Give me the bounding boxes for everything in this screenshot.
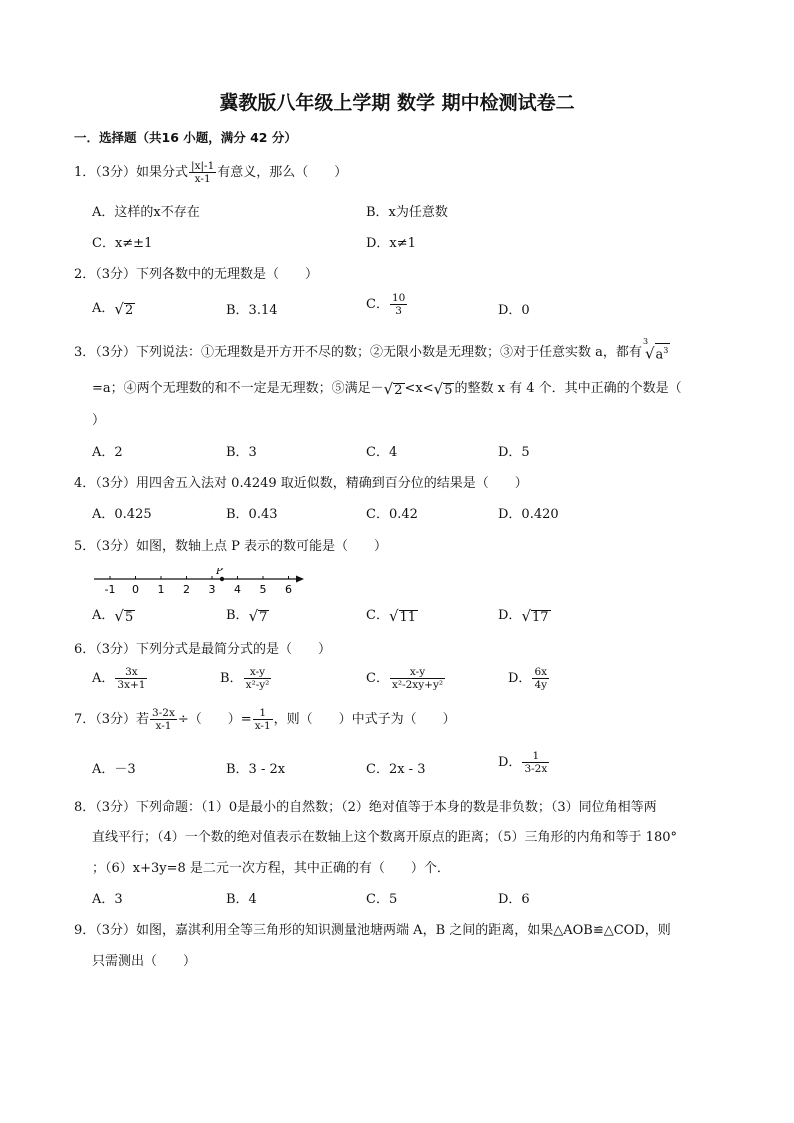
question-1 — [74, 160, 347, 185]
q2-option-a: A．√2 — [92, 299, 134, 318]
axis-tick-label: 4 — [234, 583, 241, 596]
point-p — [220, 577, 224, 581]
section-heading: 一．选择题（共16 小题，满分 42 分） — [74, 130, 297, 145]
question-3-line-2: =a；④两个无理数的和不一定是无理数；⑤满足－√2 <x<√5 的整数 x 有 4 个．其中正确的个数是（ — [92, 379, 682, 398]
q1-fraction: $\frac{|x|-1}{x-1}$ — [191, 160, 215, 185]
question-7: 7．（3分）若 $\frac{3-2x}{x-1}$ ÷（ ）= $\frac{1}{x-1}$ ，则（ ）中式子为（ ） — [74, 707, 456, 732]
page-title: 冀教版八年级上学期 数学 期中检测试卷二 — [219, 92, 575, 114]
q1-stem-end: 有意义，那么（ ） — [217, 165, 348, 180]
question-3-line-3: ） — [92, 413, 106, 428]
q3-option-b: B．3 — [226, 445, 257, 460]
question-8-line-2: 直线平行；（4）一个数的绝对值表示在数轴上这个数离开原点的距离；（5）三角形的内角和等于 180° — [92, 830, 677, 845]
q3-option-d: D．5 — [498, 445, 530, 460]
q1-option-c: C．x≠±1 — [92, 236, 153, 251]
q5-option-c: C．√11 — [366, 606, 417, 625]
q8-option-b: B．4 — [226, 892, 257, 907]
number-line-figure — [92, 568, 312, 598]
question-5: 5．（3分）如图，数轴上点 P 表示的数可能是（ ） — [74, 539, 388, 554]
arrow-right-icon — [296, 576, 304, 583]
question-9-line-2: 只需测出（ ） — [92, 954, 197, 969]
q6-option-a: A． $\frac{3x}{3x+1}$ — [92, 666, 146, 691]
q7-option-b: B．3 - 2x — [226, 762, 286, 777]
q1-option-a: A．这样的x不存在 — [92, 205, 200, 220]
q4-option-a: A．0.425 — [92, 507, 152, 522]
question-3-line-1: 3．（3分）下列说法：①无理数是开方开不尽的数；②无限小数是无理数；③对于任意实数 a，都有 3 $√a^3$ — [74, 336, 669, 363]
q2-option-c: C． $\frac{10}{3}$ — [366, 292, 406, 317]
axis-tick-label: 5 — [259, 583, 267, 596]
q6-option-c: C． $\frac{x-y}{\text{x²-2xy+y²}}$ — [366, 666, 444, 691]
q1-stem: 1．（3分）如果分式 — [74, 165, 189, 180]
question-2: 2．（3分）下列各数中的无理数是（ ） — [74, 267, 319, 282]
q7-option-d: D． $\frac{1}{3-2x}$ — [498, 750, 548, 775]
q8-option-a: A．3 — [92, 892, 123, 907]
q4-option-b: B．0.43 — [226, 507, 278, 522]
q5-option-a: A．√5 — [92, 606, 134, 625]
q1-option-d: D．x≠1 — [366, 236, 416, 251]
q4-option-d: D．0.420 — [498, 507, 559, 522]
question-4: 4．（3分）用四舍五入法对 0.4249 取近似数，精确到百分位的结果是（ ） — [74, 476, 528, 491]
axis-tick-label: 2 — [183, 583, 190, 596]
q7-option-c: C．2x - 3 — [366, 762, 426, 777]
q5-option-d: D．√17 — [498, 606, 549, 625]
question-9-line-1: 9．（3分）如图，嘉淇利用全等三角形的知识测量池塘两端 A，B 之间的距离，如果△AOB≌△COD，则 — [74, 923, 671, 938]
question-8-line-1: 8．（3分）下列命题：（1）0是最小的自然数；（2）绝对值等于本身的数是非负数；（3）同位角相等两 — [74, 800, 657, 815]
q7-option-a: A．－3 — [92, 762, 136, 777]
q8-option-d: D．6 — [498, 892, 530, 907]
q3-option-c: C．4 — [366, 445, 398, 460]
q6-option-b: B． $\frac{x-y}{\text{x²-y²}}$ — [220, 666, 270, 691]
axis-tick-label: -1 — [104, 583, 116, 596]
point-p-label: P — [216, 568, 223, 577]
axis-tick-label: 6 — [285, 583, 292, 596]
question-8-line-3: ；（6）x+3y=8 是二元一次方程，其中正确的有（ ）个． — [92, 861, 450, 876]
axis-tick-label: 1 — [157, 583, 165, 596]
q3-option-a: A．2 — [92, 445, 123, 460]
q4-option-c: C．0.42 — [366, 507, 418, 522]
q8-option-c: C．5 — [366, 892, 398, 907]
q5-option-b: B．√7 — [226, 606, 268, 625]
axis-tick-label: 0 — [132, 583, 139, 596]
q1-option-b: B．x为任意数 — [366, 205, 448, 220]
q6-option-d: D． $\frac{6x}{4y}$ — [508, 666, 548, 691]
q2-option-d: D．0 — [498, 303, 530, 318]
question-6: 6．（3分）下列分式是最简分式的是（ ） — [74, 642, 332, 657]
axis-tick-label: 3 — [208, 583, 216, 596]
q2-option-b: B．3.14 — [226, 303, 278, 318]
